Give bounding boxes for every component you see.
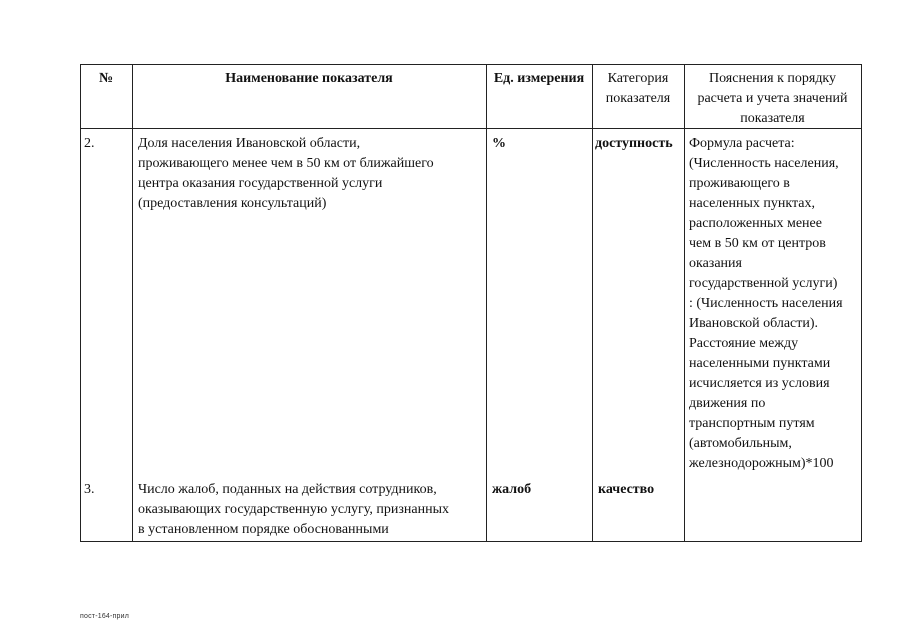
col-divider-2 <box>486 64 487 542</box>
table-bottom-border <box>80 541 862 542</box>
row-2-name-line: проживающего менее чем в 50 км от ближайшего <box>138 156 434 171</box>
table-top-border <box>80 64 862 65</box>
indicators-table <box>80 64 862 542</box>
explanation-line: оказания <box>689 256 742 271</box>
row-3-num: 3. <box>84 482 95 497</box>
explanation-line: расположенных менее <box>689 216 822 231</box>
row-3-category: качество <box>598 482 655 497</box>
row-3-name <box>138 480 483 540</box>
explanation-line: населенных пунктах, <box>689 196 815 211</box>
header-explanation-line: показателя <box>740 111 805 126</box>
header-unit: Ед. измерения <box>493 71 585 86</box>
row-3-unit: жалоб <box>492 482 532 497</box>
row-2-unit: % <box>492 136 506 151</box>
header-explanation-line: расчета и учета значений <box>697 91 848 106</box>
header-name: Наименование показателя <box>225 71 393 86</box>
explanation-line: Формула расчета: <box>689 136 795 151</box>
col-divider-4 <box>684 64 685 542</box>
explanation-line: : (Численность населения <box>689 296 843 311</box>
row-3-name-line: в установленном порядке обоснованными <box>138 522 389 537</box>
explanation-line: Расстояние между <box>689 336 799 351</box>
header-category <box>592 69 684 109</box>
header-num: № <box>98 71 114 86</box>
row-3-name-line: Число жалоб, поданных на действия сотрудников, <box>138 482 437 497</box>
explanation-line: движения по <box>689 396 766 411</box>
explanation-line: исчисляется из условия <box>689 376 830 391</box>
explanation-line: населенными пунктами <box>689 356 831 371</box>
footer-filename: пост-164-прил <box>80 613 130 620</box>
explanation-line: Ивановской области). <box>689 316 819 331</box>
col-divider-1 <box>132 64 133 542</box>
row-2-explanation <box>689 134 861 474</box>
header-category-line: показателя <box>605 91 671 106</box>
explanation-line: проживающего в <box>689 176 790 191</box>
row-2-name-line: центра оказания государственной услуги <box>138 176 383 191</box>
row-2-category: доступность <box>595 136 673 151</box>
explanation-line: (автомобильным, <box>689 436 792 451</box>
header-explanation-line: Пояснения к порядку <box>708 71 837 86</box>
row-2-name <box>138 134 483 214</box>
row-2-name-line: (предоставления консультаций) <box>138 196 327 211</box>
explanation-line: чем в 50 км от центров <box>689 236 826 251</box>
explanation-line: железнодорожным)*100 <box>689 456 834 471</box>
explanation-line: (Численность населения, <box>689 156 839 171</box>
table-right-border <box>861 64 862 542</box>
header-category-line: Категория <box>607 71 669 86</box>
col-divider-3 <box>592 64 593 542</box>
header-explanation <box>684 69 861 129</box>
table-left-border <box>80 64 81 542</box>
explanation-line: государственной услуги) <box>689 276 838 291</box>
explanation-line: транспортным путям <box>689 416 815 431</box>
row-3-name-line: оказывающих государственную услугу, признанных <box>138 502 450 517</box>
row-2-name-line: Доля населения Ивановской области, <box>138 136 361 151</box>
row-2-num: 2. <box>84 136 95 151</box>
